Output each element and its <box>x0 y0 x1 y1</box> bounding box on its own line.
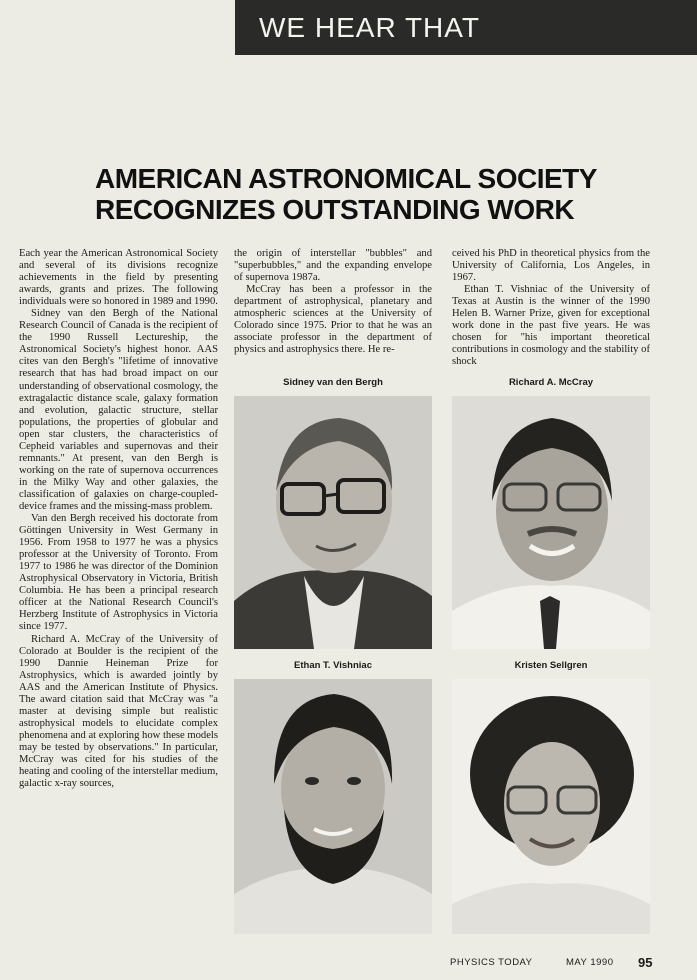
photo-caption-vishniac: Ethan T. Vishniac <box>294 660 372 671</box>
paragraph: ceived his PhD in theoretical physics from the University of California, Los Angeles, in 1967. <box>452 248 650 284</box>
page-number: 95 <box>638 955 653 970</box>
section-banner <box>235 0 697 55</box>
photo-caption-sellgren: Kristen Sellgren <box>514 660 588 671</box>
banner-title: WE HEAR THAT <box>259 12 480 43</box>
paragraph: Ethan T. Vishniac of the University of Texas at Austin is the winner of the 1990 Helen B. Warner Prize, given for exceptional work done in the past five years. He was chosen for "his important theoretical contributions in cosmology and the stability of shock <box>452 284 650 368</box>
portrait-sellgren <box>452 679 650 934</box>
article-column-1 <box>19 248 218 938</box>
article-column-2 <box>234 248 432 374</box>
photo-caption-mccray: Richard A. McCray <box>508 377 594 388</box>
portrait-van-den-bergh <box>234 396 432 649</box>
paragraph: Sidney van den Bergh of the National Research Council of Canada is the recipient of the 1990 Russell Lectureship, the Astronomical Society's highest honor. AAS cites van den Bergh's "lifetime of innovative research that has had broad impact on our understanding of observational cosmology, the extragalactic distance scale, galaxy formation and evolution, galactic structure, stellar populations, the properties of globular and open star clusters, the characteristics of Cepheid variables and supernovas and their remnants." At present, van den Bergh is working on the rate of supernova occurrences in the Milky Way and other galaxies, the classification of galaxies on charge-coupled-device frames and the missing-mass problem. <box>19 308 218 512</box>
portrait-vishniac <box>234 679 432 934</box>
photo-caption-van-den-bergh: Sidney van den Bergh <box>283 377 383 388</box>
paragraph: Van den Bergh received his doctorate from Göttingen University in West Germany in 1956. From 1958 to 1977 he was a physics professor at the University of Toronto. From 1977 to 1986 he was director of the Dominion Astrophysical Observatory in Victoria, British Columbia. He has been a principal research officer at the National Research Council's Herzberg Institute of Astrophysics in Victoria since 1977. <box>19 513 218 633</box>
headline-line-2: RECOGNIZES OUTSTANDING WORK <box>95 194 575 225</box>
headline-line-1: AMERICAN ASTRONOMICAL SOCIETY <box>95 163 597 194</box>
paragraph: the origin of interstellar "bubbles" and "superbubbles," and the expanding envelope of supernova 1987a. <box>234 248 432 284</box>
footer-journal: PHYSICS TODAY <box>450 957 533 968</box>
article-column-3 <box>452 248 650 374</box>
paragraph: Each year the American Astronomical Society and several of its divisions recognize achievements in the field by presenting awards, grants and prizes. The following individuals were so honored in 1989 and 1990. <box>19 248 218 308</box>
paragraph: Richard A. McCray of the University of Colorado at Boulder is the recipient of the 1990 Dannie Heineman Prize for Astrophysics, which is awarded jointly by AAS and the American Institute of Physics. The award citation said that McCray was "a master at devising simple but realistic astrophysical models to elucidate complex phenomena and at exploring how these models may be tested by observations." In particular, McCray was cited for his studies of the heating and cooling of the interstellar medium, galactic x-ray sources, <box>19 633 218 790</box>
paragraph: McCray has been a professor in the department of astrophysical, planetary and atmospheric sciences at the University of Colorado since 1975. Prior to that he was an associate professor in the department of physics and astrophysics there. He re- <box>234 284 432 356</box>
footer-date: MAY 1990 <box>566 957 614 968</box>
portrait-mccray <box>452 396 650 649</box>
article-headline <box>95 163 655 225</box>
